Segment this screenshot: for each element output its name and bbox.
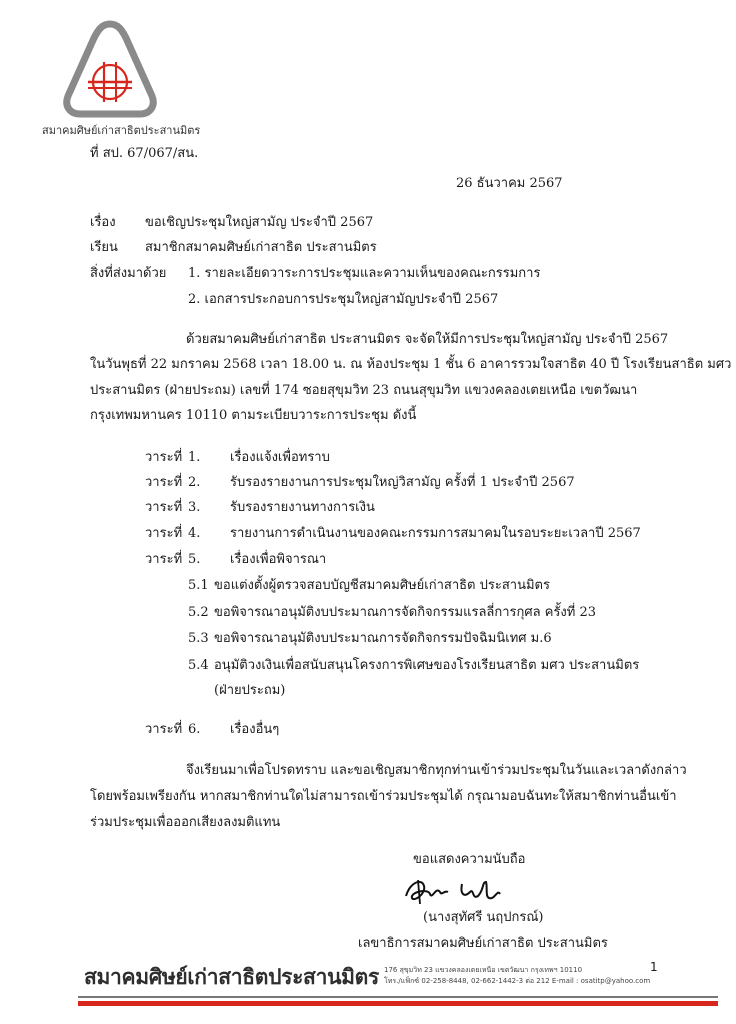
footer-address-block (384, 965, 650, 987)
agenda-number: 4. (188, 526, 201, 541)
agenda-number: 3. (188, 500, 201, 515)
recipient-label: เรียน (90, 240, 118, 255)
sub-item-text: ขอพิจารณาอนุมัติงบประมาณการจัดกิจกรรมแรลลี่การกุศล ครั้งที่ 23 (214, 605, 597, 620)
regards-text: ขอแสดงความนับถือ (413, 852, 526, 867)
handwritten-signature (400, 872, 520, 910)
intro-line: กรุงเทพมหานคร 10110 ตามระเบียบวาระการประชุม ดังนี้ (90, 408, 417, 423)
reference-number: ที่ สป. 67/067/สน. (90, 146, 199, 161)
intro-line: ประสานมิตร (ฝ่ายประถม) เลขที่ 174 ซอยสุขุมวิท 23 ถนนสุขุมวิท แขวงคลองเตยเหนือ เขตวัฒนา (90, 383, 638, 398)
closing-line: ร่วมประชุมเพื่อออกเสียงลงมติแทน (90, 815, 281, 830)
page-number: 1 (650, 960, 658, 974)
subject-label: เรื่อง (90, 215, 116, 230)
enclosure-label: สิ่งที่ส่งมาด้วย (90, 266, 167, 281)
agenda-label: วาระที่ (145, 450, 183, 465)
sub-item-number: 5.1 (188, 578, 209, 593)
agenda-label: วาระที่ (145, 552, 183, 567)
intro-line: ในวันพุธที่ 22 มกราคม 2568 เวลา 18.00 น. ณ ห้องประชุม 1 ชั้น 6 อาคารรวมใจสาธิต 40 ปี โรงเรียนสาธิต มศว (90, 357, 732, 372)
association-logo (60, 18, 160, 124)
sub-item-number: 5.4 (188, 658, 209, 673)
sub-item-text: อนุมัติวงเงินเพื่อสนับสนุนโครงการพิเศษของโรงเรียนสาธิต มศว ประสานมิตร (214, 658, 640, 673)
footer-divider (78, 996, 718, 998)
agenda-number: 6. (188, 722, 201, 737)
agenda-number: 5. (188, 552, 201, 567)
agenda-label: วาระที่ (145, 475, 183, 490)
sub-item-text: ขอพิจารณาอนุมัติงบประมาณการจัดกิจกรรมปัจฉิมนิเทศ ม.6 (214, 631, 552, 646)
closing-line: โดยพร้อมเพรียงกัน หากสมาชิกท่านใดไม่สามารถเข้าร่วมประชุมได้ กรุณามอบฉันทะให้สมาชิกท่านอื่นเข้า (90, 789, 677, 804)
agenda-number: 2. (188, 475, 201, 490)
footer-accent-bar (78, 1001, 718, 1006)
enclosure-item: 2. เอกสารประกอบการประชุมใหญ่สามัญประจำปี 2567 (188, 292, 499, 307)
footer-address: 176 สุขุมวิท 23 แขวงคลองเตยเหนือ เขตวัฒนา กรุงเทพฯ 10110 (384, 966, 583, 974)
intro-line: ด้วยสมาคมศิษย์เก่าสาธิต ประสานมิตร จะจัดให้มีการประชุมใหญ่สามัญ ประจำปี 2567 (186, 332, 669, 347)
signer-title: เลขาธิการสมาคมศิษย์เก่าสาธิต ประสานมิตร (358, 936, 608, 951)
enclosure-item: 1. รายละเอียดวาระการประชุมและความเห็นของคณะกรรมการ (188, 266, 541, 281)
agenda-text: รับรองรายงานการประชุมใหญ่วิสามัญ ครั้งที่ 1 ประจำปี 2567 (230, 475, 575, 490)
agenda-label: วาระที่ (145, 722, 183, 737)
footer-org-name: สมาคมศิษย์เก่าสาธิตประสานมิตร (84, 965, 379, 989)
footer-contact: โทร./แฟ็กซ์ 02-258-8448, 02-662-1442-3 ต่อ 212 E-mail : osatitp@yahoo.com (384, 977, 651, 985)
agenda-label: วาระที่ (145, 526, 183, 541)
sub-item-continuation: (ฝ่ายประถม) (214, 683, 286, 698)
agenda-text: เรื่องเพื่อพิจารณา (230, 552, 327, 567)
agenda-label: วาระที่ (145, 500, 183, 515)
signer-name: (นางสุทัศรี นฤปกรณ์) (423, 910, 544, 925)
agenda-text: เรื่องอื่นๆ (230, 722, 280, 737)
agenda-number: 1. (188, 450, 201, 465)
recipient-text: สมาชิกสมาคมศิษย์เก่าสาธิต ประสานมิตร (145, 240, 377, 255)
agenda-text: เรื่องแจ้งเพื่อทราบ (230, 450, 330, 465)
subject-text: ขอเชิญประชุมใหญ่สามัญ ประจำปี 2567 (145, 215, 374, 230)
sub-item-number: 5.3 (188, 631, 209, 646)
closing-line: จึงเรียนมาเพื่อโปรดทราบ และขอเชิญสมาชิกทุกท่านเข้าร่วมประชุมในวันและเวลาดังกล่าว (186, 763, 687, 778)
letter-date: 26 ธันวาคม 2567 (456, 176, 563, 191)
sub-item-text: ขอแต่งตั้งผู้ตรวจสอบบัญชีสมาคมศิษย์เก่าสาธิต ประสานมิตร (214, 578, 550, 593)
agenda-text: รายงานการดำเนินงานของคณะกรรมการสมาคมในรอบระยะเวลาปี 2567 (230, 526, 641, 541)
logo-org-name: สมาคมศิษย์เก่าสาธิตประสานมิตร (42, 124, 201, 137)
agenda-text: รับรองรายงานทางการเงิน (230, 500, 375, 515)
sub-item-number: 5.2 (188, 605, 209, 620)
